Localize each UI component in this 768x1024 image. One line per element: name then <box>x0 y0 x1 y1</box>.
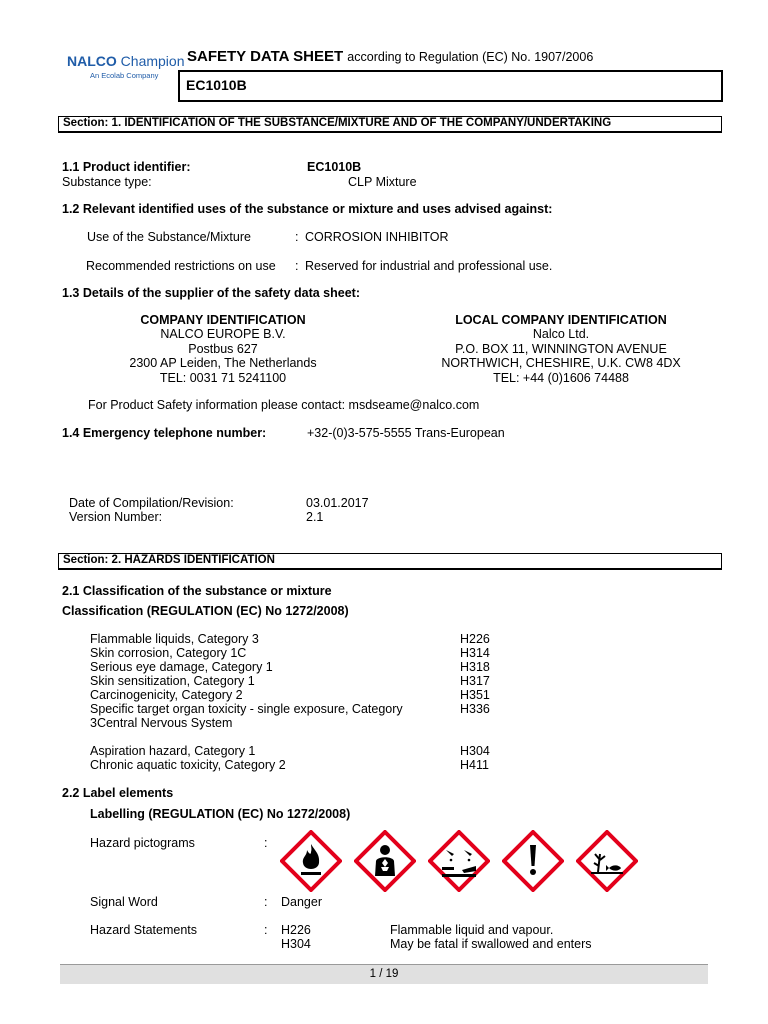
company-identification <box>100 313 346 385</box>
exclamation-pictogram-icon <box>502 830 564 892</box>
section-2-heading: Section: 2. HAZARDS IDENTIFICATION <box>63 554 275 566</box>
section-1-heading-bar <box>58 116 722 133</box>
local-company-line: Nalco Ltd. <box>532 327 590 341</box>
local-company-lines <box>430 327 692 385</box>
local-company-line: P.O. BOX 11, WINNINGTON AVENUE <box>455 341 667 356</box>
section-2-heading-bar <box>58 553 722 570</box>
product-identifier-label: 1.1 Product identifier: <box>62 160 191 174</box>
signal-word-colon: : <box>264 895 268 909</box>
company-identification-lines <box>100 327 346 385</box>
hazard-code: H314 <box>460 646 490 660</box>
logo-brand: NALCO <box>67 53 117 69</box>
environment-pictogram-icon <box>576 830 638 892</box>
hazard-code: H336 <box>460 702 490 716</box>
classification-item: Skin sensitization, Category 1 <box>90 674 255 688</box>
company-line: NALCO EUROPE B.V. <box>160 327 286 341</box>
date-value: 03.01.2017 <box>306 496 369 510</box>
local-company-line: TEL: +44 (0)1606 74488 <box>493 370 629 385</box>
classification-heading: 2.1 Classification of the substance or mixture <box>62 584 332 598</box>
page-number: 1 / 19 <box>369 968 399 980</box>
hazard-code: H317 <box>460 674 490 688</box>
document-title-regulation: according to Regulation (EC) No. 1907/2006 <box>347 50 594 64</box>
hazard-code: H318 <box>460 660 490 674</box>
classification-item: Carcinogenicity, Category 2 <box>90 688 243 702</box>
emergency-label: 1.4 Emergency telephone number: <box>62 426 267 440</box>
substance-type-label: Substance type: <box>62 175 152 189</box>
product-code-box <box>178 70 723 102</box>
hazard-statement-codes <box>281 923 311 951</box>
local-company-heading: LOCAL COMPANY IDENTIFICATION <box>455 313 667 327</box>
classification-item: Specific target organ toxicity - single exposure, Category <box>90 702 403 716</box>
hazard-statements-label: Hazard Statements <box>90 923 197 937</box>
signal-word-value: Danger <box>281 895 322 909</box>
classification-item: 3Central Nervous System <box>90 716 233 730</box>
local-company-identification <box>430 313 692 385</box>
product-identifier-value: EC1010B <box>307 160 362 174</box>
uses-heading: 1.2 Relevant identified uses of the substance or mixture and uses advised against: <box>62 202 553 216</box>
hazard-code: H304 <box>460 744 490 758</box>
version-value: 2.1 <box>306 510 324 524</box>
classification-list <box>90 632 460 772</box>
restrictions-value: Reserved for industrial and professional use. <box>305 259 553 273</box>
hazard-statements-colon: : <box>264 923 268 937</box>
labelling-regulation: Labelling (REGULATION (EC) No 1272/2008) <box>90 807 351 821</box>
hazard-code: H411 <box>460 758 489 772</box>
version-label: Version Number: <box>69 510 163 524</box>
use-colon: : <box>295 230 299 244</box>
supplier-heading: 1.3 Details of the supplier of the safety data sheet: <box>62 286 360 300</box>
document-title-main: SAFETY DATA SHEET <box>187 48 344 65</box>
hazard-code: H351 <box>460 688 490 702</box>
date-label: Date of Compilation/Revision: <box>69 496 234 510</box>
logo-brand-secondary: Champion <box>120 53 185 69</box>
page-footer <box>60 964 708 984</box>
use-label: Use of the Substance/Mixture <box>87 230 251 244</box>
company-line: TEL: 0031 71 5241100 <box>159 370 287 385</box>
classification-item: Serious eye damage, Category 1 <box>90 660 273 674</box>
company-logo <box>67 53 185 69</box>
pictograms-colon: : <box>264 836 268 850</box>
use-value: CORROSION INHIBITOR <box>305 230 449 244</box>
hazard-statement-code: H304 <box>281 937 311 951</box>
hazard-pictograms-label: Hazard pictograms <box>90 836 195 850</box>
company-identification-heading: COMPANY IDENTIFICATION <box>140 313 306 327</box>
substance-type-value: CLP Mixture <box>348 175 417 189</box>
logo-tagline: An Ecolab Company <box>90 71 159 80</box>
hazard-statement-code: H226 <box>281 923 311 937</box>
document-title <box>187 48 593 65</box>
classification-item: Skin corrosion, Category 1C <box>90 646 247 660</box>
restrictions-label: Recommended restrictions on use <box>86 259 276 273</box>
classification-item: Aspiration hazard, Category 1 <box>90 744 256 758</box>
classification-item: Flammable liquids, Category 3 <box>90 632 259 646</box>
classification-codes <box>460 632 490 772</box>
hazard-statement-texts <box>390 923 592 951</box>
classification-item: Chronic aquatic toxicity, Category 2 <box>90 758 286 772</box>
signal-word-label: Signal Word <box>90 895 158 909</box>
emergency-value: +32-(0)3-575-5555 Trans-European <box>307 426 505 440</box>
restrictions-colon: : <box>295 259 299 273</box>
safety-contact: For Product Safety information please contact: msdseame@nalco.com <box>88 398 480 412</box>
hazard-code: H226 <box>460 632 490 646</box>
flame-pictogram-icon <box>280 830 342 892</box>
health-hazard-pictogram-icon <box>354 830 416 892</box>
product-code: EC1010B <box>186 77 247 93</box>
local-company-line: NORTHWICH, CHESHIRE, U.K. CW8 4DX <box>441 356 681 370</box>
company-line: 2300 AP Leiden, The Netherlands <box>129 356 317 370</box>
section-1-heading: Section: 1. IDENTIFICATION OF THE SUBSTANCE/MIXTURE AND OF THE COMPANY/UNDERTAKING <box>63 117 612 129</box>
classification-regulation: Classification (REGULATION (EC) No 1272/2008) <box>62 604 349 618</box>
corrosion-pictogram-icon <box>428 830 490 892</box>
hazard-statement-text: Flammable liquid and vapour. <box>390 923 554 937</box>
label-elements-heading: 2.2 Label elements <box>62 786 174 800</box>
hazard-statement-text: May be fatal if swallowed and enters <box>390 937 592 951</box>
company-line: Postbus 627 <box>188 341 258 356</box>
